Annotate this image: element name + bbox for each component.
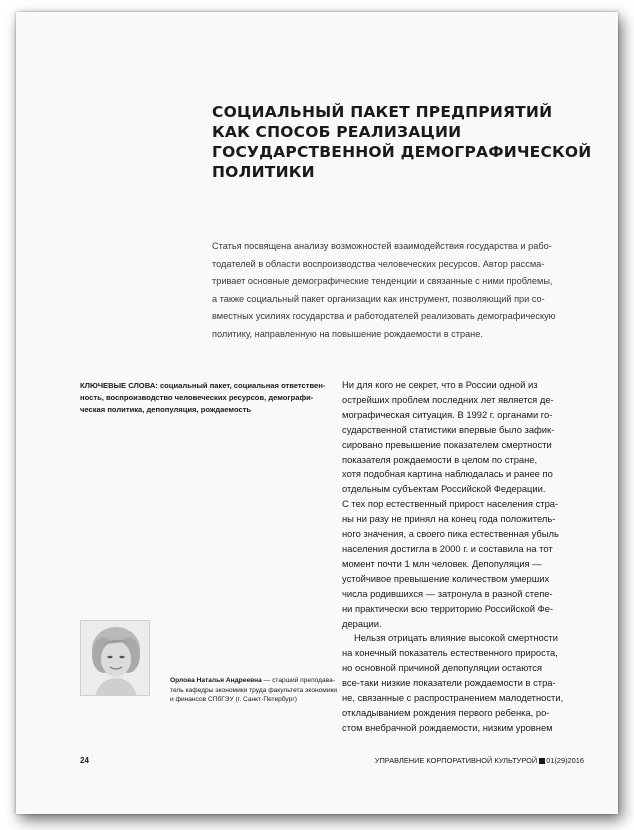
body-line: числа родившихся — затронула в разной степе- xyxy=(342,587,553,599)
body-line: дерации. xyxy=(342,617,382,629)
body-line: населения достигла в 2000 г. и составила на тот xyxy=(342,542,553,554)
page-number: 24 xyxy=(80,756,89,765)
body-line: ни практически всю территорию Российской Фе- xyxy=(342,602,554,614)
keywords-block xyxy=(80,380,332,415)
body-line: острейших проблем последних лет является де- xyxy=(342,393,554,405)
square-separator-icon xyxy=(539,758,545,764)
article-title xyxy=(212,102,592,182)
abstract-line: Статья посвящена анализу возможностей взаимодействия государства и рабо- xyxy=(212,241,552,251)
title-line: СОЦИАЛЬНЫЙ ПАКЕТ ПРЕДПРИЯТИЙ xyxy=(212,103,553,121)
abstract-line: тодателей в области воспроизводства человеческих ресурсов. Автор рассма- xyxy=(212,258,545,269)
journal-name: УПРАВЛЕНИЕ КОРПОРАТИВНОЙ КУЛЬТУРОЙ xyxy=(374,756,538,765)
body-line: устойчивое превышение количеством умерших xyxy=(342,572,550,584)
author-position: — старший преподава- xyxy=(261,677,335,684)
author-photo xyxy=(80,620,150,696)
author-info-line: тель кафедры экономики труда факультета экономики xyxy=(170,686,338,694)
body-line: Ни для кого не секрет, что в России одной из xyxy=(342,379,538,390)
keywords-line: ческая политика, депопуляция, рождаемость xyxy=(80,404,252,414)
body-line: мографическая ситуация. В 1992 г. органами го- xyxy=(342,408,553,420)
journal-issue: 01(29)2016 xyxy=(546,756,584,765)
body-line: момент почти 1 млн человек. Депопуляция — xyxy=(342,557,542,569)
body-line: ны ни разу не принял на конец года положитель- xyxy=(342,513,556,525)
body-line: С тех пор естественный прирост населения стра- xyxy=(342,498,559,510)
journal-footer xyxy=(375,756,584,765)
abstract-line: вместных усилиях государства и работодателей реализовать демографическую xyxy=(212,311,556,322)
title-line: ПОЛИТИКИ xyxy=(212,163,315,181)
body-line: сировано превышение показателем смертности xyxy=(342,438,552,450)
abstract-line: политику, направленную на повышение рождаемости в стране. xyxy=(212,328,483,339)
body-line: сударственной статистики впервые было зафик- xyxy=(342,423,555,435)
body-line: хотя подобная картина наблюдалась и ранее по xyxy=(342,468,553,480)
body-line: на конечный показатель естественного прироста, xyxy=(342,647,558,659)
keywords-line: КЛЮЧЕВЫЕ СЛОВА: социальный пакет, социальная ответствен- xyxy=(80,381,326,390)
journal-page xyxy=(16,12,618,814)
body-line: откладыванием рождения первого ребенка, ро- xyxy=(342,706,550,718)
article-abstract xyxy=(212,238,592,344)
body-line: отдельным субъектам Российской Федерации. xyxy=(342,483,546,495)
body-line: не, связанные с распространением малодетности, xyxy=(342,692,564,704)
article-body xyxy=(342,378,600,736)
author-info-line: и финансов СПбГЭУ (г. Санкт-Петербург) xyxy=(170,696,297,704)
title-line: КАК СПОСОБ РЕАЛИЗАЦИИ xyxy=(212,123,462,141)
title-line: ГОСУДАРСТВЕННОЙ ДЕМОГРАФИЧЕСКОЙ xyxy=(212,143,592,161)
body-line: но основной причиной депопуляции остаются xyxy=(342,662,542,674)
author-info-line xyxy=(170,676,340,686)
body-line: стом внебрачной рождаемости, низким уровнем xyxy=(342,721,553,733)
abstract-line: тривает основные демографические тенденции и связанные с ними проблемы, xyxy=(212,276,553,287)
body-line: показателя рождаемости в целом по стране, xyxy=(342,453,538,465)
body-line: ного значения, а своего пика естественная убыль xyxy=(342,528,559,540)
keywords-line: ность, воспроизводство человеческих ресурсов, демографи- xyxy=(80,392,314,402)
body-line: все-таки низкие показатели рождаемости в стра- xyxy=(342,677,556,689)
body-line: Нельзя отрицать влияние высокой смертности xyxy=(354,632,558,644)
author-info xyxy=(170,676,340,705)
abstract-line: а также социальный пакет организации как инструмент, позволяющий при со- xyxy=(212,293,545,304)
author-name: Орлова Наталья Андреевна xyxy=(170,677,262,684)
